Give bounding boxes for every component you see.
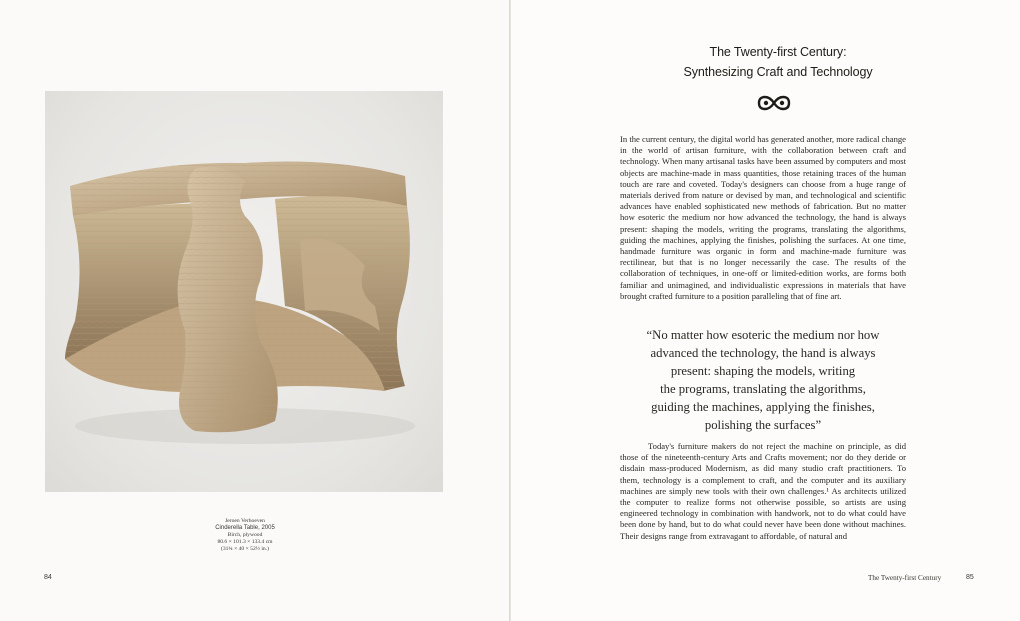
- body-paragraph-2: Today's furniture makers do not reject the machine on principle, as did those of the nineteenth-century Arts and Crafts movement; nor do they deride or disdain mass-produced Modernism, as did many studio craft practitioners. To them, technology is a complement to craft, and the computer and its auxiliary machines are simply new tools with their own challenges.¹ As architects utilized the computer to realize forms not otherwise possible, so artists are using engineered technology in combination with handwork, not to do what could have been done by hand, but to do what could never have been done without machines. Their designs range from extravagant to affordable, of natural and: [620, 441, 906, 541]
- caption-dimensions-cm: 80.6 × 101.3 × 133.4 cm: [217, 539, 273, 545]
- knot-ornament-icon: [757, 95, 791, 116]
- pull-quote-line: advanced the technology, the hand is always: [650, 346, 876, 360]
- page-number-left: 84: [44, 574, 52, 581]
- heading-line-2: Synthesizing Craft and Technology: [683, 65, 873, 79]
- caption-title: Cinderella Table, 2005: [215, 525, 275, 531]
- cinderella-table-photo: [45, 91, 443, 492]
- pull-quote-line: polishing the surfaces”: [704, 418, 822, 432]
- photo-caption: [160, 518, 330, 553]
- chapter-heading: [598, 42, 958, 82]
- pull-quote-line: guiding the machines, applying the finishes,: [651, 400, 875, 414]
- running-head: The Twenty-first Century: [868, 574, 942, 582]
- page-number-right: 85: [966, 574, 974, 581]
- table-illustration: [45, 91, 443, 492]
- pull-quote-line: the programs, translating the algorithms,: [660, 382, 866, 396]
- caption-materials: Birch, plywood: [227, 532, 263, 538]
- body-paragraph-1: In the current century, the digital world has generated another, more radical change in the world of artisan furniture, with the collaboration between craft and technology. When many artisanal tasks have been assumed by computers and most objects are machine-made in mass quantities, those retaining traces of the human touch are rare and coveted. Today's designers can choose from a huge range of materials derived from nature or devised by man, and technological and scientific advances have enabled sophisticated new methods of fabrication. But no matter how esoteric the medium nor how advanced the technology, the hand is always present: shaping the models, writing the programs, translating the algorithms, guiding the machines, applying the finishes, polishing the surfaces. At one time, handmade furniture was organic in form and machine-made furniture was rectilinear, but that is no longer necessarily the case. The results of the collaboration of techniques, in one-off or limited-edition works, are forms both familiar and unimagined, and individualistic expressions in materials that have brought crafted furniture to a position paralleling that of fine art.: [620, 134, 906, 301]
- pull-quote: [622, 326, 904, 434]
- pull-quote-line: “No matter how esoteric the medium nor how: [646, 328, 880, 342]
- pull-quote-line: present: shaping the models, writing: [670, 364, 856, 378]
- caption-dimensions-in: (31¾ × 40 × 52½ in.): [221, 546, 269, 552]
- heading-line-1: The Twenty-first Century:: [709, 45, 847, 59]
- caption-artist: Jeroen Verhoeven: [225, 518, 265, 524]
